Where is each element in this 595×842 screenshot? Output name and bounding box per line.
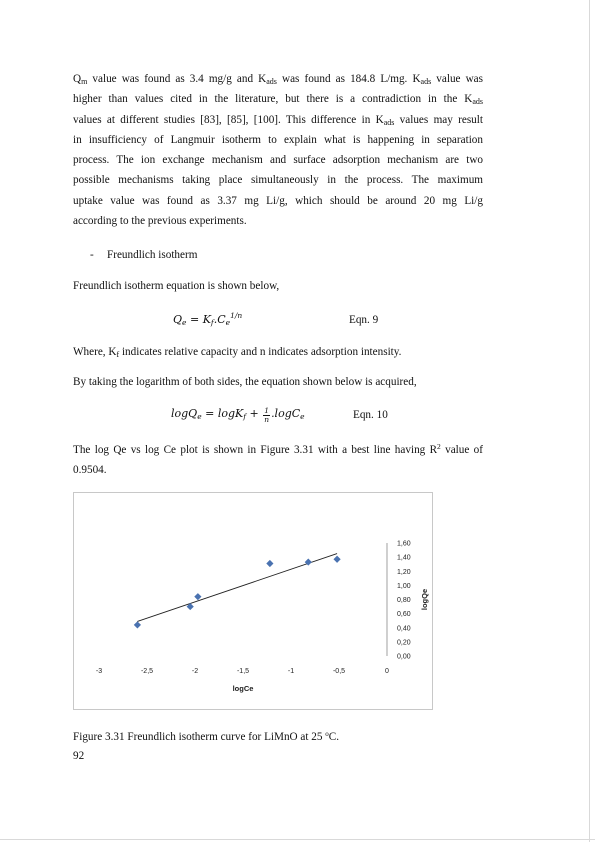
paragraph-line: according to the previous experiments. <box>73 215 247 228</box>
paragraph-line: process. The ion exchange mechanism and surface adsorption mechanism are two <box>73 154 483 167</box>
data-point <box>194 593 201 600</box>
paragraph-line: uptake value was found as 3.37 mg Li/g, which should be around 20 mg Li/g <box>73 194 483 207</box>
fraction-one-over-n: $\frac{1}{n}$ <box>264 406 270 424</box>
x-tick-label: -1,5 <box>236 668 250 675</box>
body-paragraph-langmuir <box>73 69 483 231</box>
data-point <box>333 556 340 563</box>
freundlich-chart <box>73 492 433 710</box>
data-point <box>134 621 141 628</box>
y-tick-label: 1,00 <box>397 582 411 590</box>
paragraph-line: The log Qe vs log Ce plot is shown in Figure 3.31 with a best line having $R^2$ value of <box>73 442 483 456</box>
plot-description-paragraph <box>73 440 483 481</box>
page-edge-bottom <box>0 839 595 840</box>
y-tick-label: 0,80 <box>397 597 411 604</box>
bullet-dash: - <box>90 249 94 261</box>
x-tick-label: -2,5 <box>140 668 154 675</box>
figure-caption: Figure 3.31 Freundlich isotherm curve for LiMnO at 25 $^o$C. <box>73 730 340 743</box>
paragraph-line: possible mechanisms taking place simultaneously in the process. The maximum <box>73 174 483 187</box>
equation-intro-text: Freundlich isotherm equation is shown below, <box>73 280 280 292</box>
paragraph-line: $Q_m$ value was found as 3.4 mg/g and $K_{ads}$ was found as 184.8 L/mg. $K_{ads}$ value was <box>73 73 483 86</box>
data-point <box>266 560 273 567</box>
equation-9: $Q_e = K_f.C_e^{1/n}$ <box>173 311 243 327</box>
logarithm-text: By taking the logarithm of both sides, the equation shown below is acquired, <box>73 376 417 388</box>
page-number: 92 <box>73 750 85 762</box>
y-axis-title: logQe <box>420 588 429 611</box>
x-tick-label: -1 <box>287 668 295 675</box>
y-tick-label: 0,00 <box>397 653 411 661</box>
freundlich-chart-svg <box>74 493 432 709</box>
y-tick-label: 0,20 <box>397 639 411 647</box>
page-edge-right <box>589 0 590 842</box>
paragraph-line: values at different studies [83], [85], [100]. This difference in $K_{ads}$ values may result <box>73 113 483 127</box>
equation-10-label: Eqn. 10 <box>353 409 388 421</box>
x-tick-label: -2 <box>191 668 199 675</box>
y-tick-label: 1,40 <box>397 554 411 562</box>
x-axis-title: logCe <box>232 684 254 693</box>
y-tick-label: 0,60 <box>397 611 411 619</box>
paragraph-line: 0.9504. <box>73 464 107 477</box>
y-tick-label: 1,60 <box>397 540 411 548</box>
section-bullet-freundlich <box>90 249 197 261</box>
bullet-label: Freundlich isotherm <box>107 249 198 261</box>
equation-10: logQ$_e$ = logK$_f$ + $\frac{1}{n}$ .logC$_e$ <box>171 406 305 424</box>
paragraph-line: in insufficiency of Langmuir isotherm to explain what is happening in separation <box>73 133 483 146</box>
where-text: Where, $K_f$ indicates relative capacity and n indicates adsorption intensity. <box>73 346 402 359</box>
y-tick-label: 1,20 <box>397 568 411 576</box>
x-tick-label: 0 <box>385 668 389 675</box>
equation-9-label: Eqn. 9 <box>349 314 379 326</box>
paragraph-line: higher than values cited in the literature, but there is a contradiction in the $K_{ads}$ <box>73 93 483 107</box>
x-tick-label: -3 <box>95 668 103 675</box>
y-tick-label: 0,40 <box>397 625 411 633</box>
x-tick-label: -0,5 <box>332 668 346 675</box>
